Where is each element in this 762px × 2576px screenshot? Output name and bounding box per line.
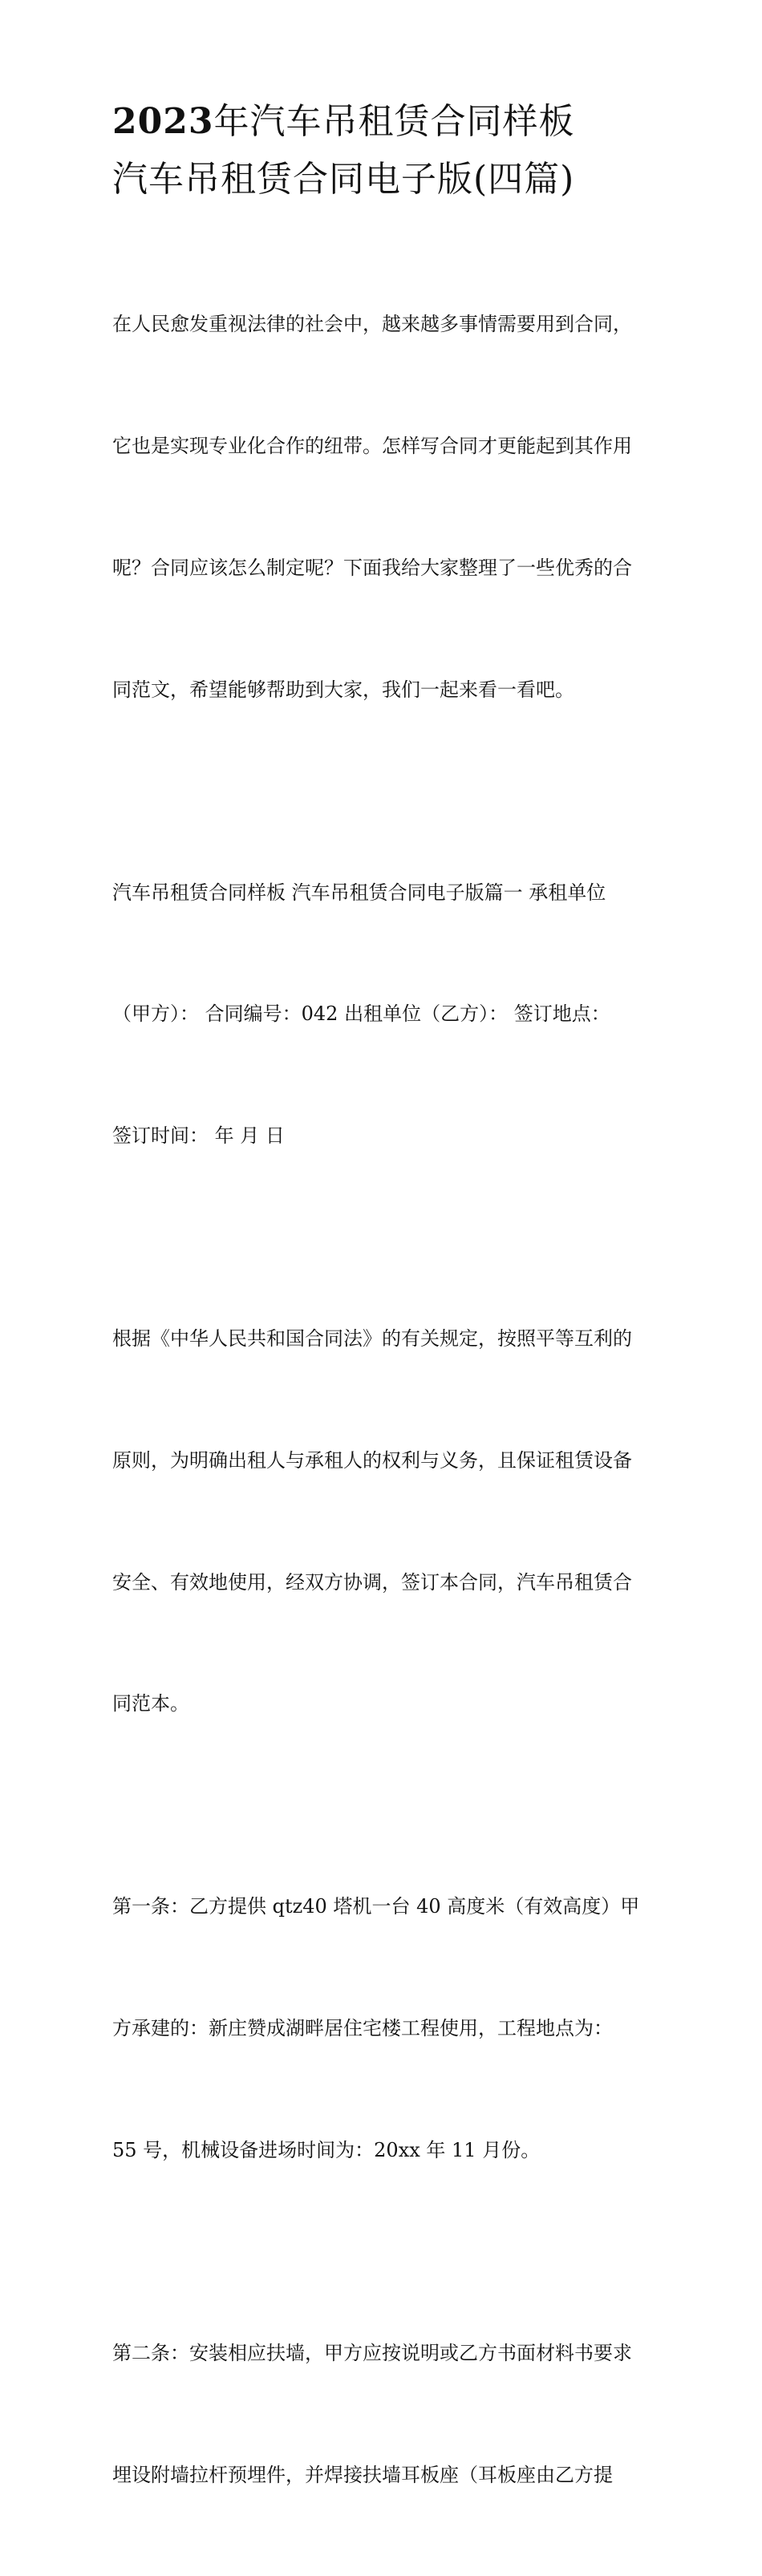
- document-body: [112, 223, 658, 2576]
- paragraph-line: 它也是实现专业化合作的纽带。怎样写合同才更能起到其作用: [112, 434, 632, 457]
- paragraph-line: 同范本。: [112, 1692, 189, 1715]
- paragraph-line: 55 号，机械设备进场时间为：20xx 年 11 月份。: [112, 2138, 541, 2161]
- paragraph-line: 签订时间： 年 月 日: [112, 1124, 285, 1148]
- paragraph-line: 同范文，希望能够帮助到大家，我们一起来看一看吧。: [112, 678, 574, 701]
- title-line-1-text: 年汽车吊租赁合同样板: [213, 101, 575, 142]
- paragraph-article-2: [112, 2252, 658, 2576]
- paragraph-intro: [112, 223, 658, 791]
- paragraph-line: 根据《中华人民共和国合同法》的有关规定，按照平等互利的: [112, 1327, 632, 1351]
- paragraph-line: （甲方）： 合同编号：042 出租单位（乙方）： 签订地点：: [112, 1002, 610, 1026]
- paragraph-line: 埋设附墙拉杆预埋件，并焊接扶墙耳板座（耳板座由乙方提: [112, 2463, 613, 2486]
- paragraph-contract-header: [112, 791, 658, 1237]
- title-line-1: [112, 93, 658, 151]
- paragraph-preamble: [112, 1237, 658, 1805]
- paragraph-line: 呢？合同应该怎么制定呢？下面我给大家整理了一些优秀的合: [112, 556, 632, 579]
- title-year: 2023: [112, 101, 214, 142]
- paragraph-line: 原则，为明确出租人与承租人的权利与义务，且保证租赁设备: [112, 1448, 632, 1472]
- paragraph-line: 汽车吊租赁合同样板 汽车吊租赁合同电子版篇一 承租单位: [112, 881, 606, 904]
- paragraph-line: 在人民愈发重视法律的社会中，越来越多事情需要用到合同，: [112, 313, 632, 336]
- title-line-2: 汽车吊租赁合同电子版(四篇): [112, 159, 575, 200]
- paragraph-line: 方承建的：新庄赞成湖畔居住宅楼工程使用，工程地点为：: [112, 2017, 613, 2040]
- paragraph-line: 第一条：乙方提供 qtz40 塔机一台 40 高度米（有效高度）甲: [112, 1895, 640, 1918]
- document-title: [112, 93, 658, 209]
- paragraph-article-1: [112, 1805, 658, 2252]
- paragraph-line: 第二条：安装相应扶墙，甲方应按说明或乙方书面材料书要求: [112, 2341, 632, 2364]
- paragraph-line: 安全、有效地使用，经双方协调，签订本合同，汽车吊租赁合: [112, 1570, 632, 1594]
